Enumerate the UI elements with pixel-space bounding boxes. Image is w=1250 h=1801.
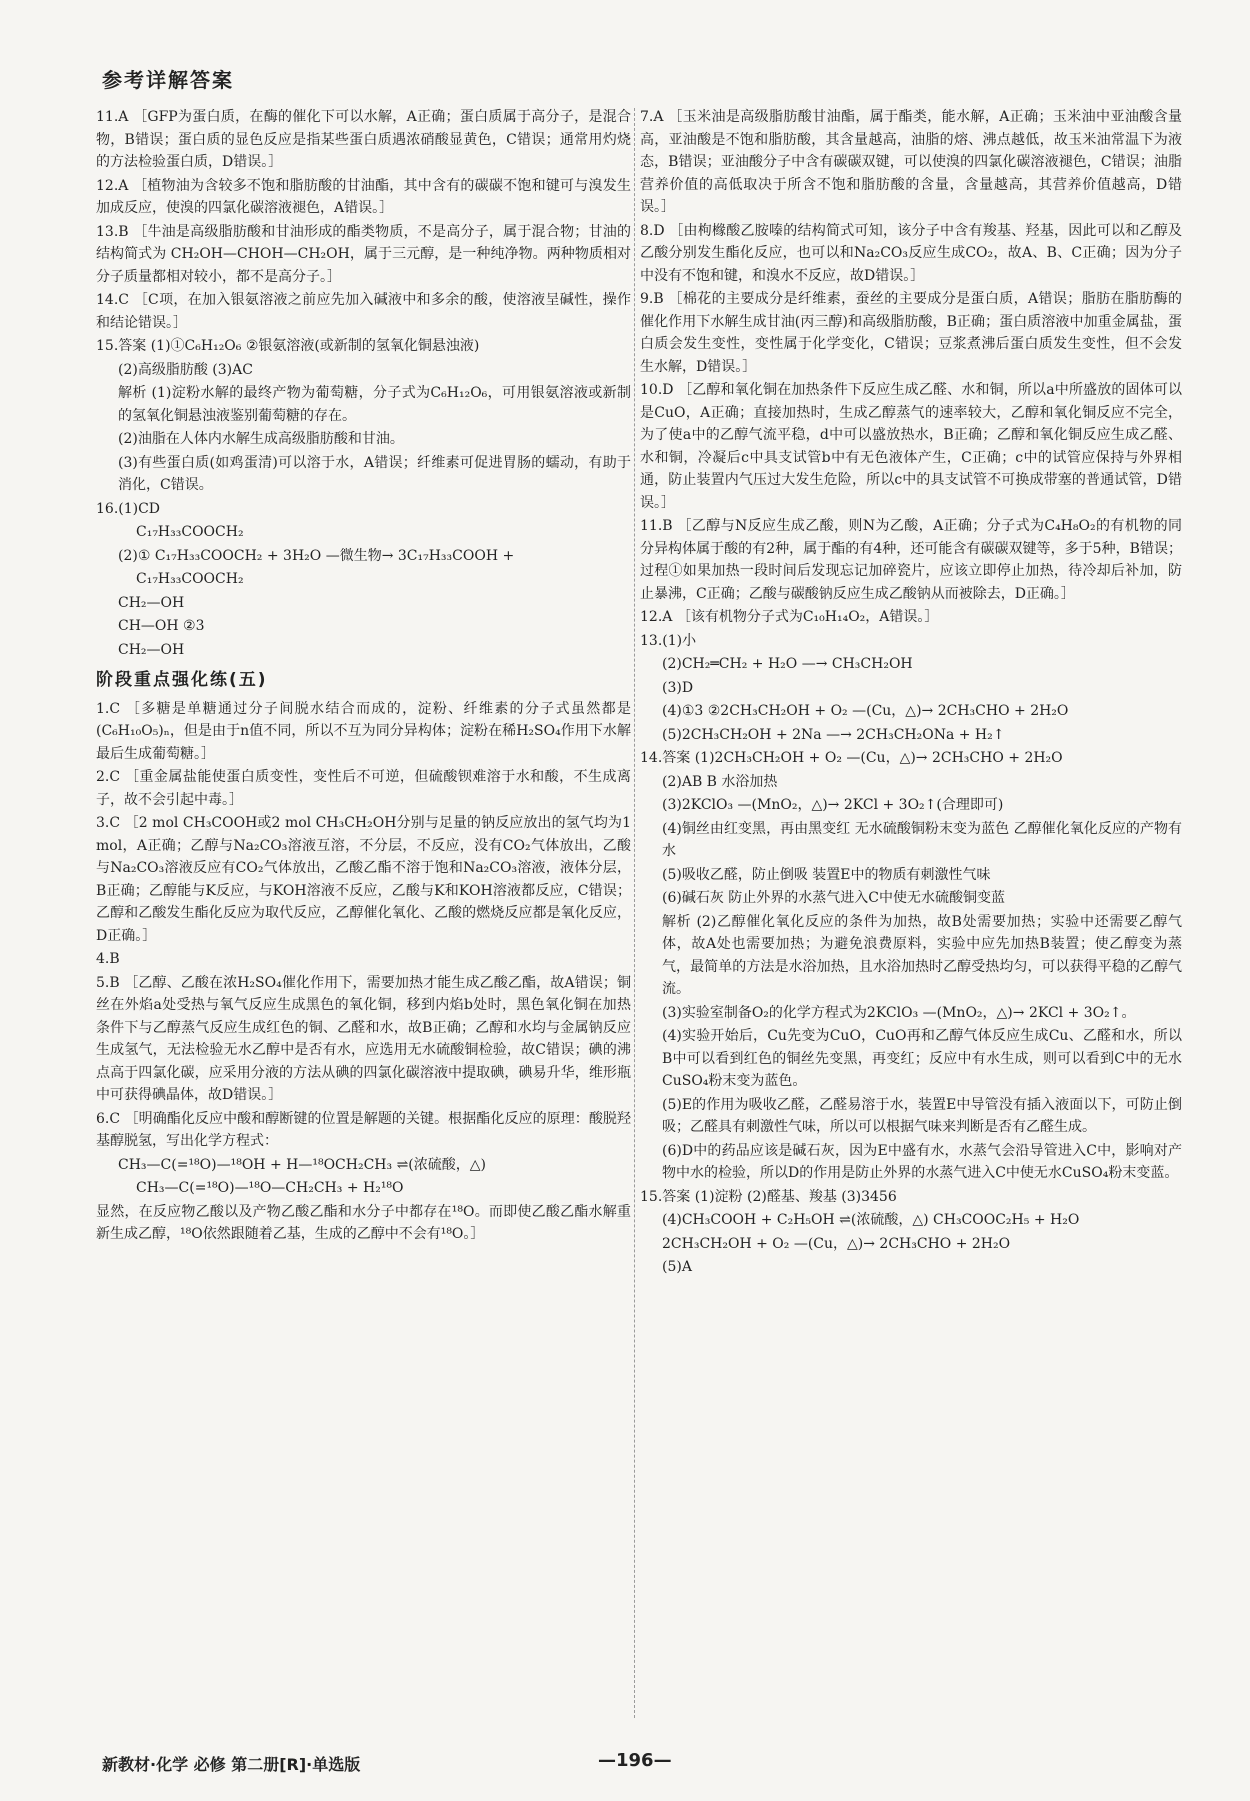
- answer-paragraph: 11.A ［GFP为蛋白质，在酶的催化下可以水解，A正确；蛋白质属于高分子，是混合物，B错误；蛋白质的显色反应是指某些蛋白质遇浓硝酸显黄色，C错误；通常用灼烧的方法检验蛋白质，D错误。］: [96, 109, 631, 170]
- answer-paragraph: 14.C ［C项，在加入银氨溶液之前应先加入碱液中和多余的酸，使溶液呈碱性，操作和结论错误。］: [96, 292, 631, 331]
- answer-paragraph: 13.(1)小: [640, 632, 697, 649]
- answer-paragraph: 1.C ［多糖是单糖通过分子间脱水结合而成的，淀粉、纤维素的分子式虽然都是(C₆H₁₀O₅)ₙ，但是由于n值不同，所以不互为同分异构体；淀粉在稀H₂SO₄作用下水解最后生成葡萄糖。］: [96, 700, 631, 762]
- answer-paragraph: 6.C ［明确酯化反应中酸和醇断键的位置是解题的关键。根据酯化反应的原理：酸脱羟基醇脱氢，写出化学方程式：: [96, 1110, 631, 1149]
- section-heading: 阶段重点强化练(五): [96, 670, 268, 690]
- answer-paragraph: 4.B: [96, 951, 120, 967]
- answer-paragraph: 14.答案 (1)2CH₃CH₂OH + O₂ —(Cu，△)→ 2CH₃CHO + 2H₂O: [640, 750, 1063, 766]
- answer-paragraph: 显然，在反应物乙酸以及产物乙酸乙酯和水分子中都存在¹⁸O。而即使乙酸乙酯水解重新生成乙醇，¹⁸O依然跟随着乙基，生成的乙醇中不会有¹⁸O。］: [96, 1203, 631, 1242]
- answer-paragraph: (2)AB B 水浴加热: [662, 773, 778, 790]
- answer-paragraph: 15.答案 (1)①C₆H₁₂O₆ ②银氨溶液(或新制的氢氧化铜悬浊液): [96, 338, 480, 354]
- answer-paragraph: 2CH₃CH₂OH + O₂ —(Cu，△)→ 2CH₃CHO + 2H₂O: [662, 1235, 1011, 1252]
- answer-paragraph: 12.A ［该有机物分子式为C₁₀H₁₄O₂，A错误。］: [640, 609, 939, 625]
- answer-paragraph: CH₂—OH: [118, 594, 185, 611]
- answer-paragraph: (4)①3 ②2CH₃CH₂OH + O₂ —(Cu，△)→ 2CH₃CHO + 2H₂O: [662, 703, 1069, 719]
- answer-paragraph: (4)CH₃COOH + C₂H₅OH ⇌(浓硫酸，△) CH₃COOC₂H₅ + H₂O: [662, 1212, 1080, 1228]
- answer-paragraph: 2.C ［重金属盐能使蛋白质变性，变性后不可逆，但硫酸钡难溶于水和酸，不生成离子，故不会引起中毒。］: [96, 769, 631, 808]
- answer-paragraph: (4)实验开始后，Cu先变为CuO，CuO再和乙醇气体反应生成Cu、乙醛和水，所以B中可以看到红色的铜丝先变黑，再变红；反应中有水生成，则可以看到C中的无水CuSO₄粉末变为蓝色。: [662, 1028, 1182, 1089]
- answer-paragraph: (6)碱石灰 防止外界的水蒸气进入C中使无水硫酸铜变蓝: [662, 890, 1005, 906]
- answer-paragraph: 5.B ［乙醇、乙酸在浓H₂SO₄催化作用下，需要加热才能生成乙酸乙酯，故A错误；铜丝在外焰a处受热与氧气反应生成黑色的氧化铜，移到内焰b处时，黑色氧化铜在加热条件下与乙醇蒸气反应生成红色的铜、乙醛和水，故B正确；乙醇和水均与金属钠反应生成氢气，无法检验无水乙醇中是否有水，应选用无水硫酸铜检验，故C错误；碘的沸点高于四氯化碳，应采用分液的方法从碘的四氯化碳溶液中提取碘，碘易升华，维形瓶中可获得碘晶体，故D错误。］: [96, 974, 631, 1103]
- page-number: —196—: [598, 1750, 672, 1771]
- answer-paragraph: (5)2CH₃CH₂OH + 2Na —→ 2CH₃CH₂ONa + H₂↑: [662, 726, 1005, 743]
- answer-paragraph: (5)吸收乙醛，防止倒吸 装置E中的物质有刺激性气味: [662, 866, 991, 883]
- answer-paragraph: (5)A: [662, 1259, 692, 1275]
- book-title-footer: 新教材·化学 必修 第二册[R]·单选版: [102, 1755, 361, 1774]
- answer-paragraph: 12.A ［植物油为含较多不饱和脂肪酸的甘油酯，其中含有的碳碳不饱和键可与溴发生加成反应，使溴的四氯化碳溶液褪色，A错误。］: [96, 177, 631, 216]
- answer-paragraph: 7.A ［玉米油是高级脂肪酸甘油酯，属于酯类，能水解，A正确；玉米油中亚油酸含量高，亚油酸是不饱和脂肪酸，其含量越高，油脂的熔、沸点越低，故玉米油常温下为液态，B错误；亚油酸分子中含有碳碳双键，可以使溴的四氯化碳溶液褪色，C错误；油脂营养价值的高低取决于所含不饱和脂肪酸的含量，含量越高，其营养价值越高，D错误。］: [640, 109, 1182, 215]
- answer-paragraph: 3.C ［2 mol CH₃COOH或2 mol CH₃CH₂OH分别与足量的钠反应放出的氢气均为1 mol，A正确；乙醇与Na₂CO₃溶液互溶，不分层，不反应，没有CO₂气体放出，乙酸与Na₂CO₃溶液反应有CO₂气体放出，乙酸乙酯不溶于饱和Na₂CO₃溶液，液体分层，B正确；乙醇能与K反应，与KOH溶液不反应，乙酸与K和KOH溶液都反应，C错误；乙醇和乙酸发生酯化反应为取代反应，乙醇催化氧化、乙酸的燃烧反应都是氧化反应，D正确。］: [96, 815, 631, 944]
- answer-paragraph: (3)实验室制备O₂的化学方程式为2KClO₃ —(MnO₂，△)→ 2KCl + 3O₂↑。: [662, 1004, 1136, 1021]
- answer-paragraph: (4)铜丝由红变黑，再由黑变红 无水硫酸铜粉末变为蓝色 乙醇催化氧化反应的产物有水: [662, 820, 1182, 859]
- answer-paragraph: (3)有些蛋白质(如鸡蛋清)可以溶于水，A错误；纤维素可促进胃肠的蠕动，有助于消化，C错误。: [118, 454, 631, 493]
- answer-paragraph: (3)2KClO₃ —(MnO₂，△)→ 2KCl + 3O₂↑(合理即可): [662, 797, 1004, 813]
- answer-paragraph: 10.D ［乙醇和氧化铜在加热条件下反应生成乙醛、水和铜，所以a中所盛放的固体可以是CuO，A正确；直接加热时，生成乙醇蒸气的速率较大，乙醇和氧化铜反应不完全，为了使a中的乙醇气流平稳，d中可以盛放热水，B正确；乙醇和氧化铜反应生成乙醛、水和铜，冷凝后c中具支试管b中有无色液体产生，C正确；c中的试管应保持与外界相通，防止装置内气压过大发生危险，所以c中的具支试管不可换成带塞的普通试管，D错误。］: [640, 382, 1182, 511]
- answer-paragraph: CH₃—C(=¹⁸O)—¹⁸O—CH₂CH₃ + H₂¹⁸O: [136, 1180, 404, 1196]
- answer-paragraph: C₁₇H₃₃COOCH₂: [136, 571, 244, 587]
- answer-paragraph: (2)油脂在人体内水解生成高级脂肪酸和甘油。: [118, 431, 404, 447]
- answer-paragraph: CH₂—OH: [118, 641, 185, 658]
- left-column: [96, 106, 631, 1247]
- answer-paragraph: 8.D ［由枸橼酸乙胺嗪的结构简式可知，该分子中含有羧基、羟基，因此可以和乙醇及乙酸分别发生酯化反应，也可以和Na₂CO₃反应生成CO₂，故A、B、C正确；因为分子中没有不饱和键，和溴水不反应，故D错误。］: [640, 222, 1182, 284]
- answer-paragraph: 解析 (2)乙醇催化氧化反应的条件为加热，故B处需要加热；实验中还需要乙醇气体，故A处也需要加热；为避免浪费原料，实验中应先加热B装置；使乙醇变为蒸气，最简单的方法是水浴加热，且水浴加热时乙醇受热均匀，可以获得平稳的乙醇气流。: [662, 913, 1182, 997]
- answer-paragraph: CH₃—C(=¹⁸O)—¹⁸OH + H—¹⁸OCH₂CH₃ ⇌(浓硫酸，△): [118, 1156, 486, 1173]
- answer-paragraph: (3)D: [662, 679, 694, 696]
- answer-paragraph: (2)高级脂肪酸 (3)AC: [118, 361, 253, 378]
- answer-paragraph: C₁₇H₃₃COOCH₂: [136, 524, 244, 540]
- right-column: [640, 106, 1182, 1280]
- page-header-title: 参考详解答案: [102, 68, 234, 92]
- answer-paragraph: 解析 (1)淀粉水解的最终产物为葡萄糖，分子式为C₆H₁₂O₆，可用银氨溶液或新制的氢氧化铜悬浊液鉴别葡萄糖的存在。: [118, 385, 631, 424]
- answer-paragraph: (2)① C₁₇H₃₃COOCH₂ + 3H₂O —微生物→ 3C₁₇H₃₃COOH +: [118, 547, 515, 564]
- answer-paragraph: (5)E的作用为吸收乙醛，乙醛易溶于水，装置E中导管没有插入液面以下，可防止倒吸；乙醛具有刺激性气味，所以可以根据气味来判断是否有乙醛生成。: [662, 1096, 1182, 1135]
- answer-paragraph: 9.B ［棉花的主要成分是纤维素，蚕丝的主要成分是蛋白质，A错误；脂肪在脂肪酶的催化作用下水解生成甘油(丙三醇)和高级脂肪酸，B正确；蛋白质溶液中加重金属盐，蛋白质会发生变性，变性属于化学变化，C错误；豆浆煮沸后蛋白质发生变性，但不会发生水解，D错误。］: [640, 291, 1182, 375]
- answer-paragraph: 15.答案 (1)淀粉 (2)醛基、羧基 (3)3456: [640, 1188, 897, 1205]
- answer-paragraph: (2)CH₂═CH₂ + H₂O —→ CH₃CH₂OH: [662, 656, 913, 672]
- answer-paragraph: (6)D中的药品应该是碱石灰，因为E中盛有水，水蒸气会沿导管进入C中，影响对产物中水的检验，所以D的作用是防止外界的水蒸气进入C中使无水CuSO₄粉末变蓝。: [662, 1142, 1182, 1181]
- answer-paragraph: CH—OH ②3: [118, 618, 205, 634]
- answer-paragraph: 13.B ［牛油是高级脂肪酸和甘油形成的酯类物质，不是高分子，属于混合物；甘油的结构简式为 CH₂OH—CHOH—CH₂OH，属于三元醇，是一种纯净物。两种物质相对分子质量都相对较小，都不是高分子。］: [96, 223, 631, 285]
- column-divider: [634, 108, 635, 1718]
- answer-paragraph: 16.(1)CD: [96, 500, 161, 517]
- answer-paragraph: 11.B ［乙醇与N反应生成乙酸，则N为乙酸，A正确；分子式为C₄H₈O₂的有机物的同分异构体属于酸的有2种，属于酯的有4种，还可能含有碳碳双键等，多于5种，B错误；过程①如果加热一段时间后发现忘记加碎瓷片，应该立即停止加热，待冷却后补加，防止暴沸，C正确；乙酸与碳酸钠反应生成乙酸钠从而被除去，D正确。］: [640, 518, 1182, 602]
